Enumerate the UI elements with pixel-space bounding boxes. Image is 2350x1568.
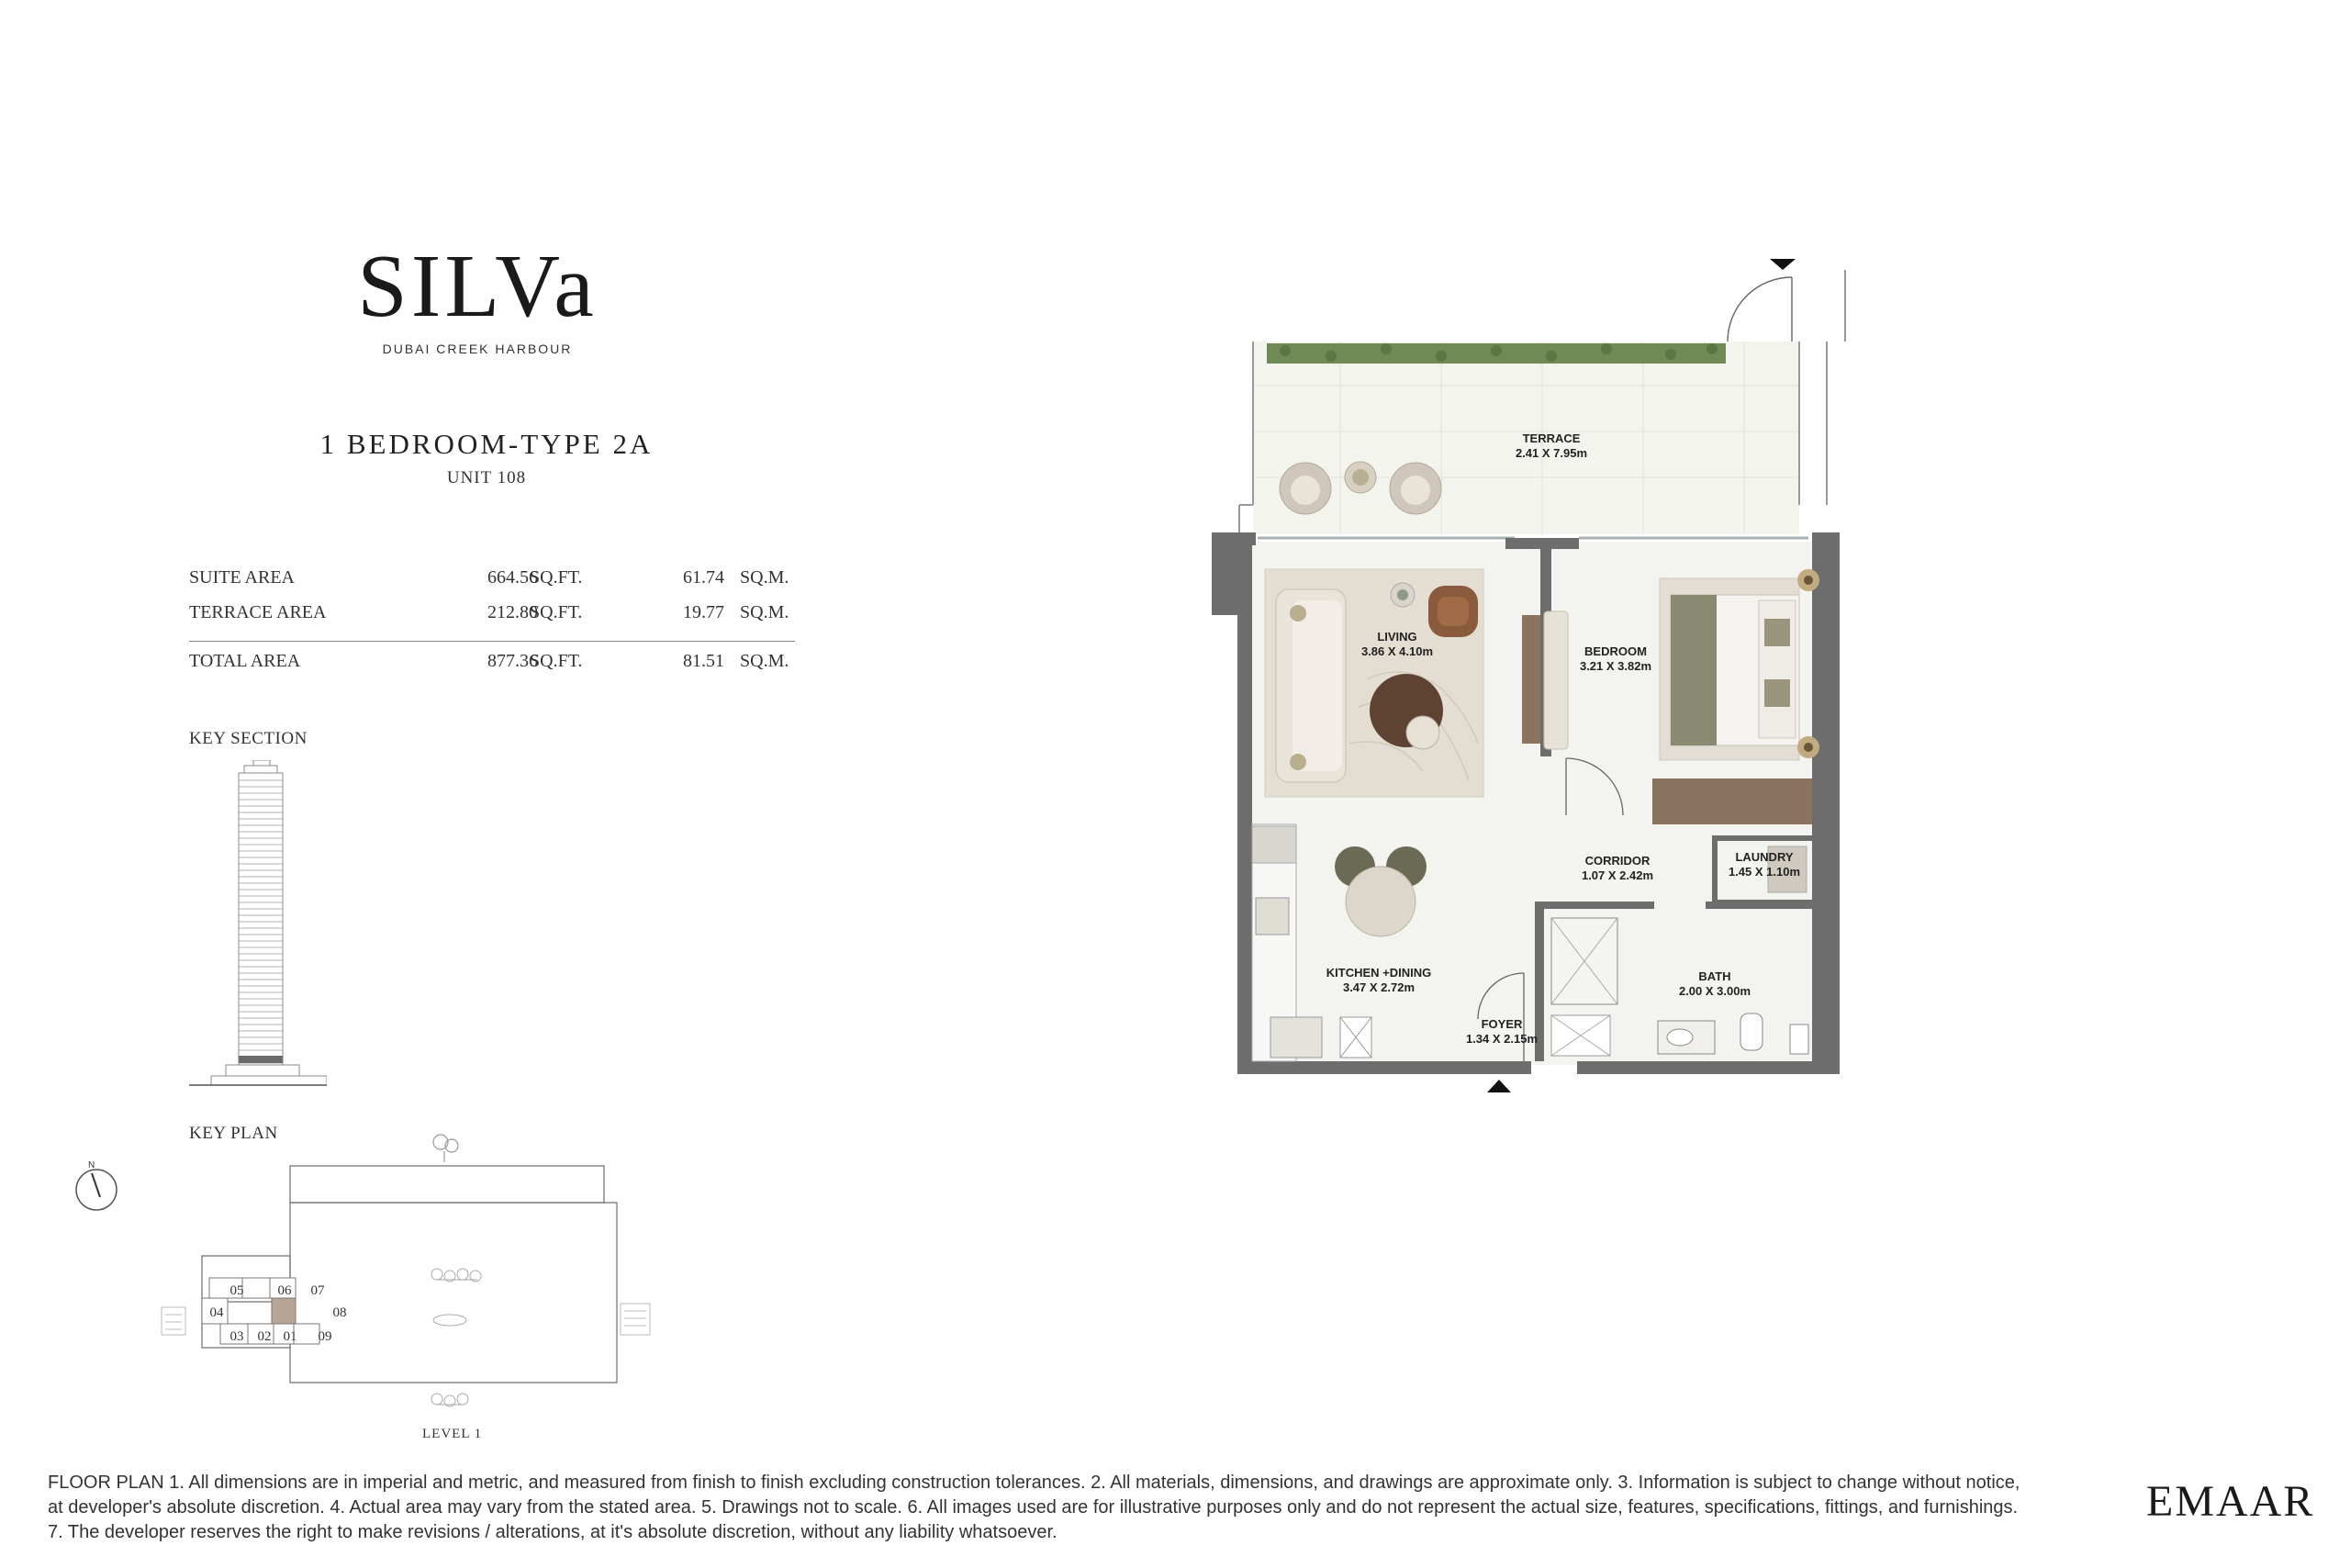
svg-text:LAUNDRY: LAUNDRY (1735, 850, 1794, 864)
terrace-entry-marker-icon (1770, 259, 1796, 270)
logo-subtitle: DUBAI CREEK HARBOUR (382, 342, 573, 356)
unit-label: 05 (229, 1283, 244, 1298)
unit-08-highlight (272, 1298, 296, 1324)
toilet-icon (1740, 1014, 1762, 1050)
cooktop-icon (1270, 1017, 1322, 1058)
unit-label: 03 (229, 1329, 244, 1344)
svg-text:2.00 X 3.00m: 2.00 X 3.00m (1678, 984, 1751, 998)
area-name: SUITE AREA (189, 567, 295, 588)
svg-text:N: N (88, 1160, 95, 1170)
unit-title: 1 BEDROOM-TYPE 2A (319, 428, 654, 460)
area-sqm-unit: SQ.M. (740, 567, 789, 588)
logo-text: SILVa (357, 237, 598, 336)
svg-text:BATH: BATH (1698, 969, 1731, 983)
area-sqft: 212.80 (487, 602, 538, 622)
sofa (1276, 589, 1346, 782)
area-sqft-unit: SQ.FT. (530, 651, 583, 671)
area-table (189, 567, 795, 686)
tree-icon (433, 1135, 458, 1162)
key-section-label: KEY SECTION (189, 729, 308, 748)
area-sqm: 61.74 (683, 567, 724, 588)
unit-label: 01 (283, 1329, 297, 1344)
svg-text:1.07 X 2.42m: 1.07 X 2.42m (1581, 868, 1654, 882)
floor-plan (1203, 248, 1900, 1111)
area-sqm: 19.77 (683, 602, 724, 622)
area-name: TERRACE AREA (189, 602, 327, 622)
armchair (1428, 586, 1478, 637)
svg-text:2.41 X 7.95m: 2.41 X 7.95m (1515, 446, 1588, 460)
key-plan-label: KEY PLAN (189, 1124, 278, 1143)
unit-number: UNIT 108 (446, 468, 527, 487)
area-sqft: 664.56 (487, 567, 538, 588)
unit-label: 07 (310, 1283, 325, 1298)
developer-logo: EMAAR (2146, 1477, 2315, 1526)
area-sqft-unit: SQ.FT. (530, 567, 583, 588)
area-sqft: 877.36 (487, 651, 538, 671)
disclaimer (48, 1471, 2122, 1545)
landscape-icon (431, 1269, 481, 1406)
area-row-suite (189, 567, 795, 602)
unit-label: 02 (257, 1329, 272, 1344)
unit-label: 09 (318, 1329, 332, 1344)
svg-text:3.47 X 2.72m: 3.47 X 2.72m (1342, 980, 1416, 994)
svg-text:FOYER: FOYER (1481, 1017, 1523, 1031)
svg-text:CORRIDOR: CORRIDOR (1584, 854, 1651, 868)
svg-text:TERRACE: TERRACE (1522, 431, 1581, 445)
disclaimer-line: 7. The developer reserves the right to make revisions / alterations, at it's absolute discretion, without any liability whatsoever. (48, 1522, 1058, 1542)
key-plan (73, 1127, 670, 1476)
svg-text:LIVING: LIVING (1377, 630, 1417, 644)
area-row-terrace (189, 602, 795, 637)
svg-text:3.86 X 4.10m: 3.86 X 4.10m (1360, 644, 1434, 658)
unit-label: 08 (332, 1305, 347, 1320)
svg-text:KITCHEN +DINING: KITCHEN +DINING (1326, 966, 1432, 980)
disclaimer-line: FLOOR PLAN 1. All dimensions are in imperial and metric, and measured from finish to finish excluding construction tolerances. 2. All materials, dimensions, and drawings are approximate only. 3. Information is subject to change without notice, (48, 1473, 2020, 1493)
sink-icon (1256, 898, 1289, 935)
disclaimer-line: at developer's absolute discretion. 4. Actual area may vary from the stated area. 5. Drawings not to scale. 6. All images used are for illustrative purposes only and do not represent the actual size, features, specifications, fittings, and furnishings. (48, 1497, 2019, 1518)
silva-logo (330, 231, 624, 342)
level-label: LEVEL 1 (422, 1427, 483, 1441)
table-divider (189, 641, 795, 642)
area-sqm-unit: SQ.M. (740, 602, 789, 622)
terrace-door (1728, 277, 1792, 342)
unit-label: 06 (277, 1283, 292, 1298)
svg-text:BEDROOM: BEDROOM (1584, 644, 1647, 658)
area-sqm-unit: SQ.M. (740, 651, 789, 671)
compass-icon (76, 1160, 117, 1210)
svg-text:3.21 X 3.82m: 3.21 X 3.82m (1579, 659, 1652, 673)
highlighted-level (239, 1056, 283, 1063)
area-row-total (189, 651, 795, 686)
unit-label: 04 (209, 1305, 224, 1320)
area-name: TOTAL AREA (189, 651, 301, 671)
tv-unit (1522, 615, 1540, 744)
svg-text:1.34 X 2.15m: 1.34 X 2.15m (1465, 1032, 1539, 1046)
svg-text:1.45 X 1.10m: 1.45 X 1.10m (1728, 865, 1801, 879)
main-entry-marker-icon (1487, 1080, 1511, 1092)
wardrobe (1652, 778, 1812, 824)
bed (1671, 595, 1799, 745)
area-sqft-unit: SQ.FT. (530, 602, 583, 622)
key-section-tower (189, 760, 327, 1092)
area-sqm: 81.51 (683, 651, 724, 671)
